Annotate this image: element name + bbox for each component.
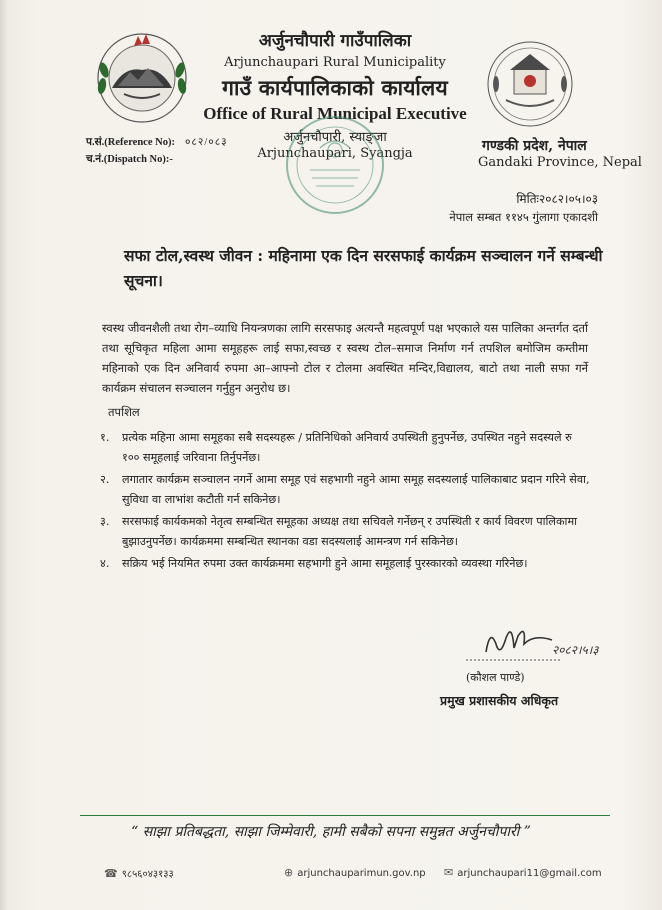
item-number: ४. (100, 557, 110, 570)
body-paragraph: स्वस्थ जीवनशैली तथा रोग–व्याधि नियन्त्रणका लागि सरसफाइ अत्यन्तै महत्वपूर्ण पक्ष भएकाले यस पालिका अन्तर्गत दर्ता तथा सूचिकृत महिला आमा समूहहरू लाई सफा,स्वच्छ र स्वस्थ टोल–समाज निर्माण गर्न तपशिल बमोजिम कम्तीमा महिनाको एक दिन अनिवार्य रुपमा आ–आफ्नो टोल र टोलमा अवस्थित मन्दिर,विद्यालय, बाटो तथा नाली सफा गर्ने कार्यक्रम संचालन सञ्चालन गर्नुहुन अनुरोध छ। (102, 321, 588, 395)
municipality-emblem-logo (94, 30, 190, 126)
email-address: arjunchaupari11@gmail.com (457, 868, 602, 879)
footer-email (444, 866, 602, 879)
website-url: arjunchauparimun.gov.np (297, 868, 426, 879)
province-emblem-logo (484, 38, 576, 130)
details-list (100, 428, 590, 577)
reference-value: ०८२/०८३ (184, 137, 228, 148)
list-item (100, 554, 590, 574)
municipality-name-nepali: अर्जुनचौपारी गाउँपालिका (258, 31, 412, 51)
list-item (100, 512, 590, 551)
office-seal-stamp (280, 110, 390, 220)
letter-date: मितिः२०८२।०५।०३ (516, 192, 598, 206)
notice-subject: सफा टोल,स्वस्थ जीवन : महिनामा एक दिन सरसफाई कार्यक्रम सञ्चालन गर्ने सम्बन्धी सूचना। (124, 246, 603, 290)
municipality-name-english: Arjunchaupari Rural Municipality (224, 55, 446, 70)
details-heading: तपशिल (108, 405, 140, 419)
address-nepali: अर्जुनचौपारी, स्याङ्जा (283, 130, 387, 145)
item-number: २. (100, 473, 110, 486)
item-text: प्रत्येक महिना आमा समूहका सबै सदस्यहरू / प्रतिनिधिको अनिवार्य उपस्थिती हुनुपर्नेछ, उपस्थित नहुने सदस्यले रु १०० समूहलाई जरिवाना तिर्नुपर्नेछ। (122, 431, 572, 464)
reference-label: प.सं.(Reference No): (86, 137, 175, 148)
list-item (100, 470, 590, 509)
globe-icon: ⊕ (284, 866, 294, 879)
mail-icon: ✉ (444, 866, 454, 879)
phone-icon: ☎ (104, 867, 118, 880)
item-number: १. (100, 431, 110, 444)
list-item (100, 428, 590, 467)
province-name-english: Gandaki Province, Nepal (478, 155, 642, 170)
item-text: सरसफाई कार्यकमको नेतृत्व सम्बन्धित समूहका अध्यक्ष तथा सचिवले गर्नेछन् र उपस्थिती र कार्य विवरण पालिकामा बुझाउनुपर्नेछ। कार्यक्रममा सम्बन्धित स्थानका वडा सदस्यलाई आमन्त्रण गर्न सकिनेछ। (122, 515, 578, 548)
item-text: सक्रिय भई नियमित रुपमा उक्त कार्यक्रममा सहभागी हुने आमा समूहलाई पुरस्कारको व्यवस्था गरिनेछ। (122, 557, 528, 570)
office-name-nepali: गाउँ कार्यपालिकाको कार्यालय (222, 75, 448, 100)
item-number: ३. (100, 515, 110, 528)
footer-website (284, 866, 426, 879)
dispatch-number: च.नं.(Dispatch No):- (86, 154, 173, 165)
province-name-nepali: गण्डकी प्रदेश, नेपाल (482, 138, 587, 154)
footer-slogan: “ साझा प्रतिबद्धता, साझा जिम्मेवारी, हामी सबैको सपना समुन्नत अर्जुनचौपारी ” (131, 824, 531, 840)
signature-date: २०८२।५।३ (552, 643, 599, 657)
signatory-name: (कौशल पाण्डे) (466, 671, 525, 684)
office-name-english: Office of Rural Municipal Executive (203, 104, 467, 123)
address-english: Arjunchaupari, Syangja (257, 146, 413, 161)
handwritten-signature (456, 614, 616, 674)
item-text: लगातार कार्यक्रम सञ्चालन नगर्ने आमा समूह एवं सहभागी नहुने आमा समूह सदस्यलाई पालिकाबाट प्रदान गरिने सेवा, सुविधा वा लाभांश कटौती गर्न सकिनेछ। (122, 473, 590, 506)
nepal-sambat-date: नेपाल सम्बत ११४५ गुंलागा एकादशी (449, 210, 598, 224)
signatory-title: प्रमुख प्रशासकीय अधिकृत (440, 693, 559, 708)
reference-number (86, 135, 228, 149)
phone-number: ९८५६०४३१३३ (121, 869, 174, 880)
footer-divider (80, 815, 610, 816)
footer-phone (104, 866, 174, 880)
